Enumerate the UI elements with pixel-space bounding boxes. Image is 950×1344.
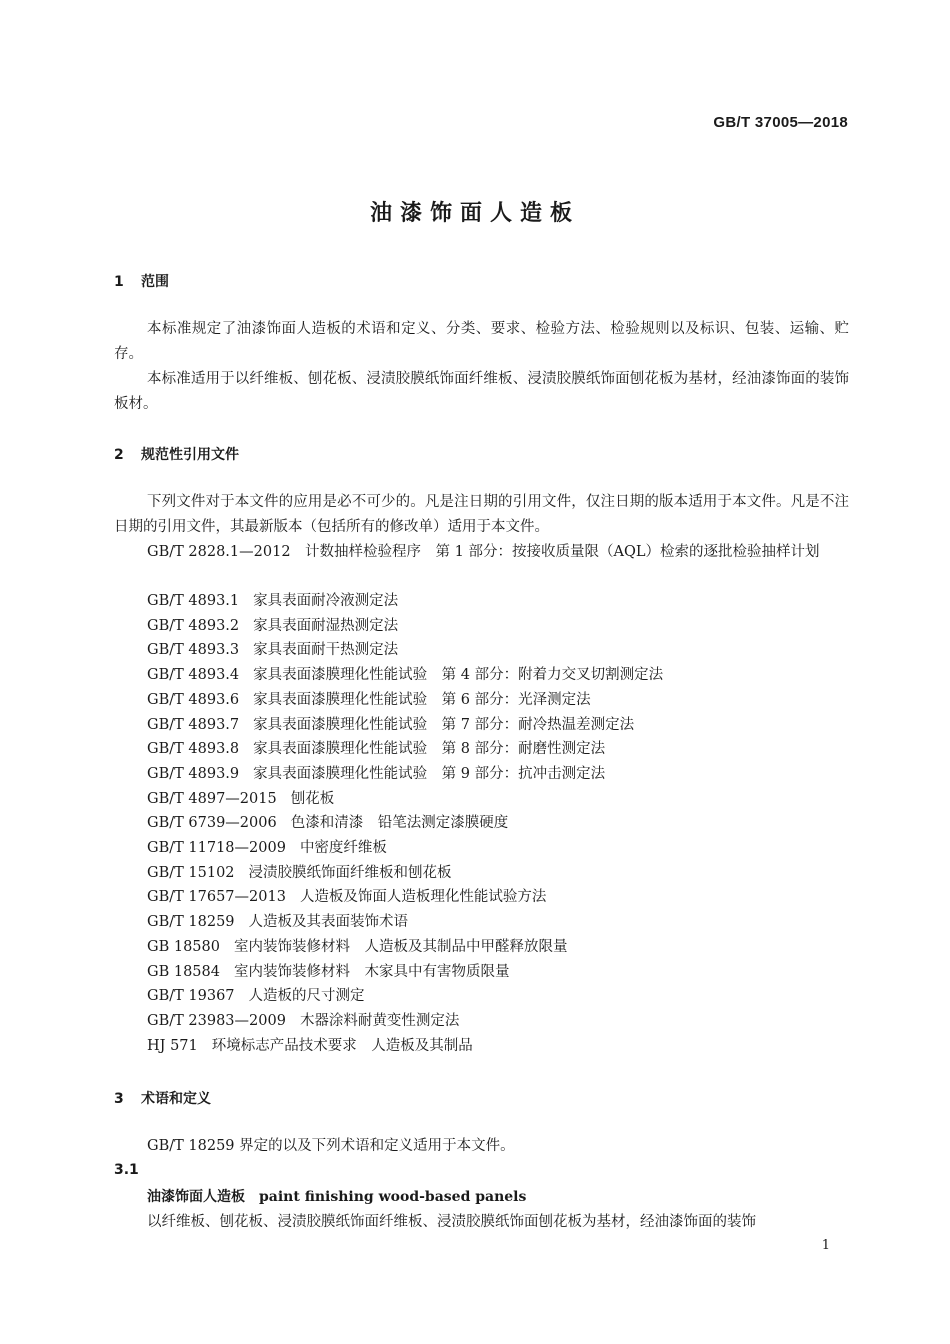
subclause-number: 3.1 [114, 1162, 139, 1178]
reference-code: HJ 571 [147, 1037, 198, 1054]
reference-item [147, 811, 663, 836]
reference-title: 色漆和清漆 铅笔法测定漆膜硬度 [290, 815, 509, 832]
reference-code: GB/T 19367 [147, 988, 235, 1005]
reference-item [147, 910, 663, 935]
reference-code: GB/T 4893.8 [147, 741, 240, 758]
reference-item [147, 614, 663, 639]
reference-item [147, 836, 663, 861]
reference-item [147, 787, 663, 812]
reference-item-first: GB/T 2828.1—2012 计数抽样检验程序 第 1 部分：按接收质量限（AQL）检索的逐批检验抽样计划 [147, 544, 820, 560]
reference-code: GB/T 4897—2015 [147, 790, 277, 807]
reference-code: GB/T 18259 [147, 914, 235, 931]
reference-title: 家具表面漆膜理化性能试验 第 9 部分：抗冲击测定法 [253, 765, 606, 782]
reference-item [147, 589, 663, 614]
reference-code: GB/T 4893.2 [147, 617, 240, 634]
reference-title: 家具表面漆膜理化性能试验 第 6 部分：光泽测定法 [253, 691, 591, 708]
page-number: 1 [821, 1238, 830, 1253]
term-chinese: 油漆饰面人造板 [147, 1189, 245, 1205]
reference-title: 室内装饰装修材料 人造板及其制品中甲醛释放限量 [233, 938, 568, 955]
reference-title: 人造板及饰面人造板理化性能试验方法 [299, 889, 547, 906]
reference-item [147, 762, 663, 787]
term-definition: 以纤维板、刨花板、浸渍胶膜纸饰面纤维板、浸渍胶膜纸饰面刨花板为基材，经油漆饰面的装饰 [147, 1214, 756, 1230]
reference-title: 室内装饰装修材料 木家具中有害物质限量 [233, 963, 510, 980]
term-entry [147, 1186, 526, 1206]
reference-title: 家具表面漆膜理化性能试验 第 4 部分：附着力交叉切割测定法 [253, 667, 664, 684]
reference-code: GB/T 4893.1 [147, 593, 240, 609]
reference-code: GB/T 4893.7 [147, 716, 240, 733]
section-title: 规范性引用文件 [141, 447, 239, 463]
reference-item [147, 960, 663, 985]
reference-item [147, 713, 663, 738]
reference-list [147, 589, 663, 1058]
section-number: 1 [114, 274, 124, 290]
standard-code: GB/T 37005—2018 [713, 114, 848, 131]
reference-code: GB 18584 [147, 963, 220, 980]
reference-code: GB/T 4893.4 [147, 667, 240, 684]
normative-refs-intro: 下列文件对于本文件的应用是必不可少的。凡是注日期的引用文件，仅注日期的版本适用于本文件。凡是不注日期的引用文件，其最新版本（包括所有的修改单）适用于本文件。 [114, 494, 849, 535]
reference-item [147, 984, 663, 1009]
reference-code: GB/T 11718—2009 [147, 840, 286, 857]
reference-item [147, 663, 663, 688]
reference-code: GB/T 17657—2013 [147, 889, 286, 906]
section-1-heading [114, 271, 169, 291]
section-2-heading [114, 444, 239, 464]
section-number: 3 [114, 1091, 124, 1107]
section-number: 2 [114, 447, 124, 463]
reference-title: 人造板的尺寸测定 [248, 988, 365, 1005]
section-title: 术语和定义 [141, 1091, 211, 1107]
reference-item [147, 737, 663, 762]
reference-code: GB 18580 [147, 938, 220, 955]
reference-title: 中密度纤维板 [299, 840, 387, 857]
reference-item [147, 861, 663, 886]
reference-code: GB/T 15102 [147, 864, 235, 881]
reference-item [147, 688, 663, 713]
reference-code: GB/T 4893.3 [147, 642, 240, 659]
reference-code: GB/T 6739—2006 [147, 815, 277, 832]
reference-title: 浸渍胶膜纸饰面纤维板和刨花板 [248, 864, 452, 881]
reference-code: GB/T 23983—2009 [147, 1012, 286, 1029]
terms-intro: GB/T 18259 界定的以及下列术语和定义适用于本文件。 [147, 1138, 515, 1154]
reference-item [147, 1034, 663, 1059]
reference-title: 家具表面耐冷液测定法 [253, 593, 399, 609]
reference-item [147, 935, 663, 960]
reference-title: 家具表面漆膜理化性能试验 第 8 部分：耐磨性测定法 [253, 741, 606, 758]
section-title: 范围 [141, 274, 169, 290]
reference-title: 家具表面漆膜理化性能试验 第 7 部分：耐冷热温差测定法 [253, 716, 635, 733]
document-title: 油漆饰面人造板 [369, 201, 580, 226]
reference-title: 环境标志产品技术要求 人造板及其制品 [211, 1037, 473, 1054]
scope-paragraph-1: 本标准规定了油漆饰面人造板的术语和定义、分类、要求、检验方法、检验规则以及标识、包装、运输、贮存。 [114, 321, 849, 362]
reference-code: GB/T 4893.6 [147, 691, 240, 708]
reference-title: 人造板及其表面装饰术语 [248, 914, 409, 931]
section-3-heading [114, 1088, 211, 1108]
reference-title: 家具表面耐湿热测定法 [253, 617, 399, 634]
reference-item [147, 885, 663, 910]
reference-title: 刨花板 [290, 790, 335, 807]
reference-code: GB/T 4893.9 [147, 765, 240, 782]
reference-title: 木器涂料耐黄变性测定法 [299, 1012, 460, 1029]
scope-paragraph-2: 本标准适用于以纤维板、刨花板、浸渍胶膜纸饰面纤维板、浸渍胶膜纸饰面刨花板为基材，经油漆饰面的装饰板材。 [114, 371, 849, 412]
reference-item [147, 1009, 663, 1034]
term-english: paint finishing wood-based panels [259, 1189, 527, 1205]
reference-item [147, 638, 663, 663]
reference-title: 家具表面耐干热测定法 [253, 642, 399, 659]
